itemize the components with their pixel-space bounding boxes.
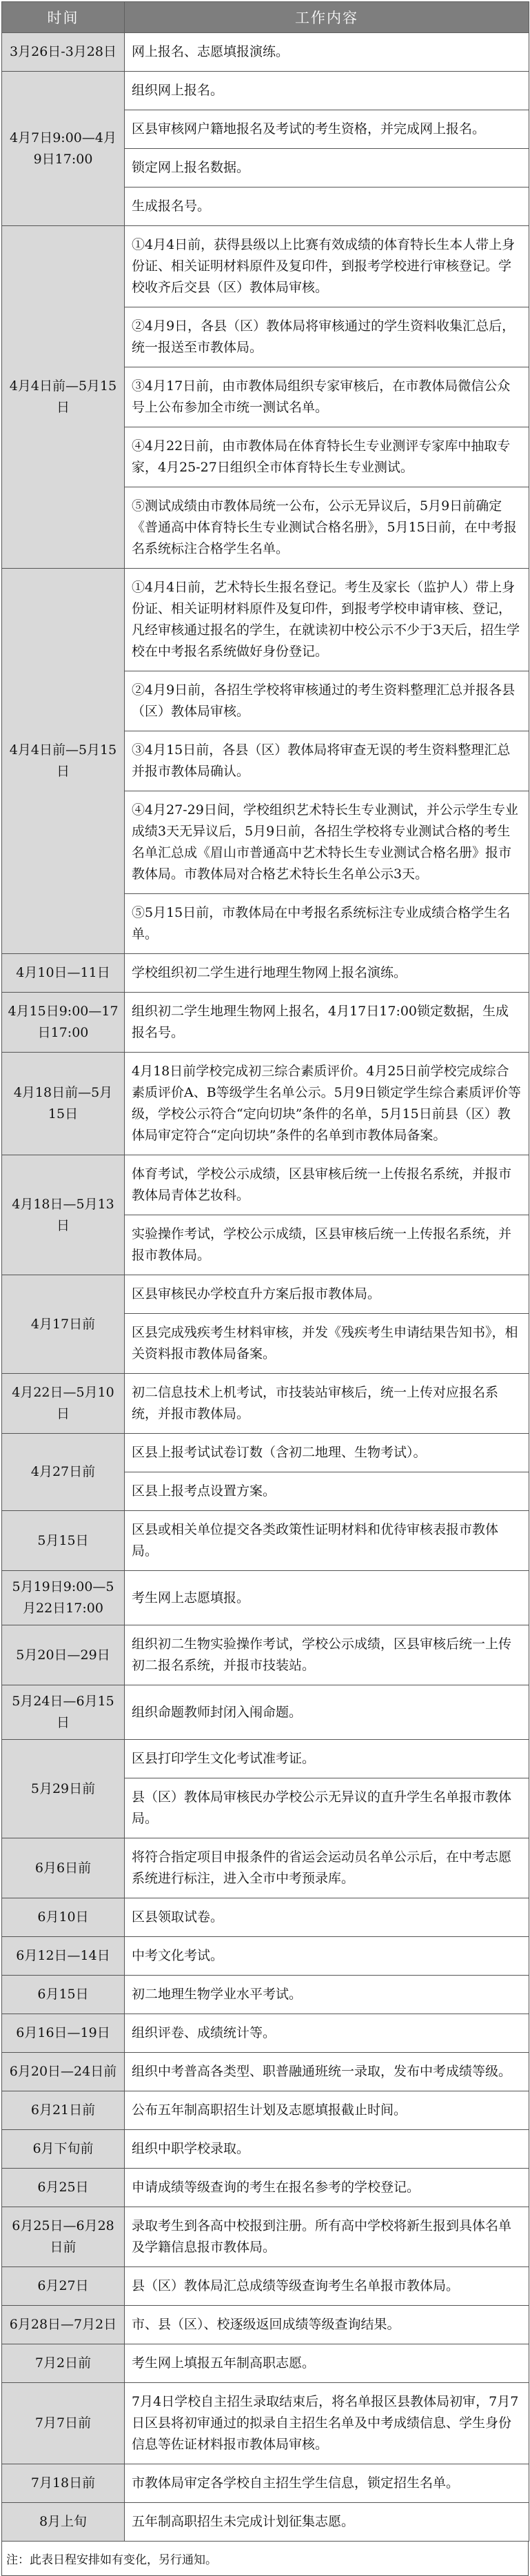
task-cell: 区县打印学生文化考试准考证。	[125, 1740, 529, 1778]
task-cell: 组织中职学校录取。	[125, 2130, 529, 2169]
task-cell: ①4月4日前，获得县级以上比赛有效成绩的体育特长生本人带上身份证、相关证明材料原件及复印件，到报考学校进行审核登记。学校收齐后交县（区）教体局审核。	[125, 226, 529, 307]
date-cell: 4月4日前—5月15日	[2, 569, 125, 954]
task-cell: ②4月9日，各县（区）教体局将审核通过的学生资料收集汇总后，统一报送至市教体局。	[125, 307, 529, 367]
date-cell: 4月15日9:00—17日17:00	[2, 993, 125, 1053]
task-cell: 考生网上填报五年制高职志愿。	[125, 2344, 529, 2383]
table-row	[2, 1155, 529, 1215]
task-cell: 区县领取试卷。	[125, 1898, 529, 1937]
table-row	[2, 1937, 529, 1976]
table-row	[2, 2053, 529, 2091]
date-cell: 5月15日	[2, 1511, 125, 1571]
table-row	[2, 2503, 529, 2542]
table-row	[2, 1976, 529, 2014]
date-cell: 7月18日前	[2, 2464, 125, 2503]
task-cell: 学校组织初二学生进行地理生物网上报名演练。	[125, 954, 529, 993]
schedule-table	[1, 1, 529, 2542]
task-cell: 锁定网上报名数据。	[125, 149, 529, 187]
table-row	[2, 2207, 529, 2267]
task-cell: ②4月9日前，各招生学校将审核通过的考生资料整理汇总并报各县（区）教体局审核。	[125, 671, 529, 731]
task-cell: 体育考试，学校公示成绩，区县审核后统一上传报名系统，并报市教体局青体艺妆科。	[125, 1155, 529, 1215]
task-cell: 区县上报考点设置方案。	[125, 1472, 529, 1511]
date-cell: 6月16日—19日	[2, 2014, 125, 2053]
task-cell: 录取考生到各高中校报到注册。所有高中学校将新生报到具体名单及学籍信息报市教体局。	[125, 2207, 529, 2267]
table-row	[2, 1898, 529, 1937]
task-cell: 实验操作考试，学校公示成绩，区县审核后统一上传报名系统，并报市教体局。	[125, 1215, 529, 1275]
task-cell: 县（区）教体局汇总成绩等级查询考生名单报市教体局。	[125, 2267, 529, 2306]
date-cell: 5月24日—6月15日	[2, 1685, 125, 1740]
task-cell: 县（区）教体局审核民办学校公示无异议的直升学生名单报市教体局。	[125, 1778, 529, 1838]
table-row	[2, 2383, 529, 2464]
table-row	[2, 954, 529, 993]
table-header-row	[2, 2, 529, 33]
task-cell: 区县完成残疾考生材料审核，并发《残疾考生申请结果告知书》，相关资料报市教体局备案。	[125, 1314, 529, 1374]
task-cell: 初二地理生物学业水平考试。	[125, 1976, 529, 2014]
table-row	[2, 1374, 529, 1434]
date-cell: 6月15日	[2, 1976, 125, 2014]
task-cell: 区县审核民办学校直升方案后报市教体局。	[125, 1275, 529, 1314]
task-cell: ④4月22日前，由市教体局在体育特长生专业测评专家库中抽取专家，4月25-27日组织全市体育特长生专业测试。	[125, 427, 529, 487]
date-cell: 6月12日—14日	[2, 1937, 125, 1976]
task-cell: ①4月4日前，艺术特长生报名登记。考生及家长（监护人）带上身份证、相关证明材料原件及复印件，到报考学校申请审核、登记，凡经审核通过报名的学生，在就读初中校公示不少于3天后，招生学校在中考报名系统做好身份登记。	[125, 569, 529, 671]
task-cell: 市教体局审定各学校自主招生学生信息，锁定招生名单。	[125, 2464, 529, 2503]
date-cell: 6月25日—6月28日前	[2, 2207, 125, 2267]
date-cell: 4月18日前—5月15日	[2, 1053, 125, 1155]
date-cell: 4月10日—11日	[2, 954, 125, 993]
table-row	[2, 2267, 529, 2306]
date-cell: 7月7日前	[2, 2383, 125, 2464]
date-cell: 4月17日前	[2, 1275, 125, 1374]
task-cell: 区县或相关单位提交各类政策性证明材料和优待审核表报市教体局。	[125, 1511, 529, 1571]
table-row	[2, 1625, 529, 1685]
schedule-body	[2, 33, 529, 2542]
date-cell: 7月2日前	[2, 2344, 125, 2383]
table-row	[2, 1685, 529, 1740]
date-cell: 5月29日前	[2, 1740, 125, 1838]
task-cell: 网上报名、志愿填报演练。	[125, 33, 529, 72]
task-cell: 组织评卷、成绩统计等。	[125, 2014, 529, 2053]
task-cell: 生成报名号。	[125, 187, 529, 226]
task-cell: 区县审核网户籍地报名及考试的考生资格，并完成网上报名。	[125, 110, 529, 149]
table-row	[2, 2014, 529, 2053]
task-cell: 市、县（区）、校逐级返回成绩等级查询结果。	[125, 2306, 529, 2344]
task-cell: ⑤5月15日前，市教体局在中考报名系统标注专业成绩合格学生名单。	[125, 894, 529, 954]
header-time: 时间	[2, 2, 125, 33]
table-row	[2, 1053, 529, 1155]
date-cell: 6月21日前	[2, 2091, 125, 2130]
table-row	[2, 1275, 529, 1314]
date-cell: 6月10日	[2, 1898, 125, 1937]
task-cell: ③4月17日前，由市教体局组织专家审核后，在市教体局微信公众号上公布参加全市统一测试名单。	[125, 367, 529, 427]
task-cell: 组织中考普高各类型、职普融通班统一录取，发布中考成绩等级。	[125, 2053, 529, 2091]
task-cell: 7月4日学校自主招生录取结束后，将名单报区县教体局初审，7月7日区县将初审通过的拟录自主招生名单及中考成绩信息、学生身份信息等佐证材料报市教体局审核。	[125, 2383, 529, 2464]
task-cell: 组织初二学生地理生物网上报名，4月17日17:00锁定数据，生成报名号。	[125, 993, 529, 1053]
task-cell: 组织命题教师封闭入闱命题。	[125, 1685, 529, 1740]
date-cell: 6月27日	[2, 2267, 125, 2306]
table-row	[2, 2130, 529, 2169]
task-cell: 中考文化考试。	[125, 1937, 529, 1976]
table-row	[2, 1571, 529, 1625]
table-row	[2, 1740, 529, 1778]
table-row	[2, 2344, 529, 2383]
date-cell: 5月20日—29日	[2, 1625, 125, 1685]
footnote: 注：此表日程安排如有变化，另行通知。	[1, 2542, 529, 2576]
task-cell: 公布五年制高职招生计划及志愿填报截止时间。	[125, 2091, 529, 2130]
date-cell: 8月上旬	[2, 2503, 125, 2542]
header-content: 工作内容	[125, 2, 529, 33]
table-row	[2, 2091, 529, 2130]
date-cell: 6月28日—7月2日	[2, 2306, 125, 2344]
task-cell: 考生网上志愿填报。	[125, 1571, 529, 1625]
task-cell: ⑤测试成绩由市教体局统一公布，公示无异议后，5月9日前确定《普通高中体育特长生专业测试合格名册》，5月15日前，在中考报名系统标注合格学生名单。	[125, 487, 529, 569]
table-row	[2, 2464, 529, 2503]
date-cell: 4月22日—5月10日	[2, 1374, 125, 1434]
date-cell: 3月26日-3月28日	[2, 33, 125, 72]
table-row	[2, 2306, 529, 2344]
table-row	[2, 1434, 529, 1472]
task-cell: 区县上报考试试卷订数（含初二地理、生物考试）。	[125, 1434, 529, 1472]
table-row	[2, 72, 529, 110]
table-row	[2, 2169, 529, 2207]
date-cell: 4月18日—5月13日	[2, 1155, 125, 1275]
task-cell: ④4月27-29日间，学校组织艺术特长生专业测试，并公示学生专业成绩3天无异议后，5月9日前，各招生学校将专业测试合格的考生名单汇总成《眉山市普通高中艺术特长生专业测试合格名册》报市教体局。市教体局对合格艺术特长生名单公示3天。	[125, 791, 529, 894]
date-cell: 4月7日9:00—4月9日17:00	[2, 72, 125, 226]
table-row	[2, 1838, 529, 1898]
date-cell: 6月25日	[2, 2169, 125, 2207]
table-row	[2, 569, 529, 671]
table-row	[2, 1511, 529, 1571]
date-cell: 6月6日前	[2, 1838, 125, 1898]
date-cell: 4月4日前—5月15日	[2, 226, 125, 569]
task-cell: 申请成绩等级查询的考生在报名参考的学校登记。	[125, 2169, 529, 2207]
task-cell: 4月18日前学校完成初三综合素质评价。4月25日前学校完成综合素质评价A、B等级学生名单公示。5月9日锁定学生综合素质评价等级，学校公示符合“定向切块”条件的名单，5月15日前县（区）教体局审定符合“定向切块”条件的名单到市教体局备案。	[125, 1053, 529, 1155]
task-cell: ③4月15日前，各县（区）教体局将审查无误的考生资料整理汇总并报市教体局确认。	[125, 731, 529, 791]
date-cell: 6月下旬前	[2, 2130, 125, 2169]
task-cell: 组织初二生物实验操作考试，学校公示成绩，区县审核后统一上传初二报名系统，并报市技装站。	[125, 1625, 529, 1685]
date-cell: 5月19日9:00—5月22日17:00	[2, 1571, 125, 1625]
task-cell: 初二信息技术上机考试，市技装站审核后，统一上传对应报名系统，并报市教体局。	[125, 1374, 529, 1434]
table-row	[2, 993, 529, 1053]
date-cell: 6月20日—24日前	[2, 2053, 125, 2091]
table-row	[2, 226, 529, 307]
date-cell: 4月27日前	[2, 1434, 125, 1511]
task-cell: 将符合指定项目申报条件的省运会运动员名单公示后，在中考志愿系统进行标注，进入全市中考预录库。	[125, 1838, 529, 1898]
table-row	[2, 33, 529, 72]
task-cell: 组织网上报名。	[125, 72, 529, 110]
task-cell: 五年制高职招生未完成计划征集志愿。	[125, 2503, 529, 2542]
